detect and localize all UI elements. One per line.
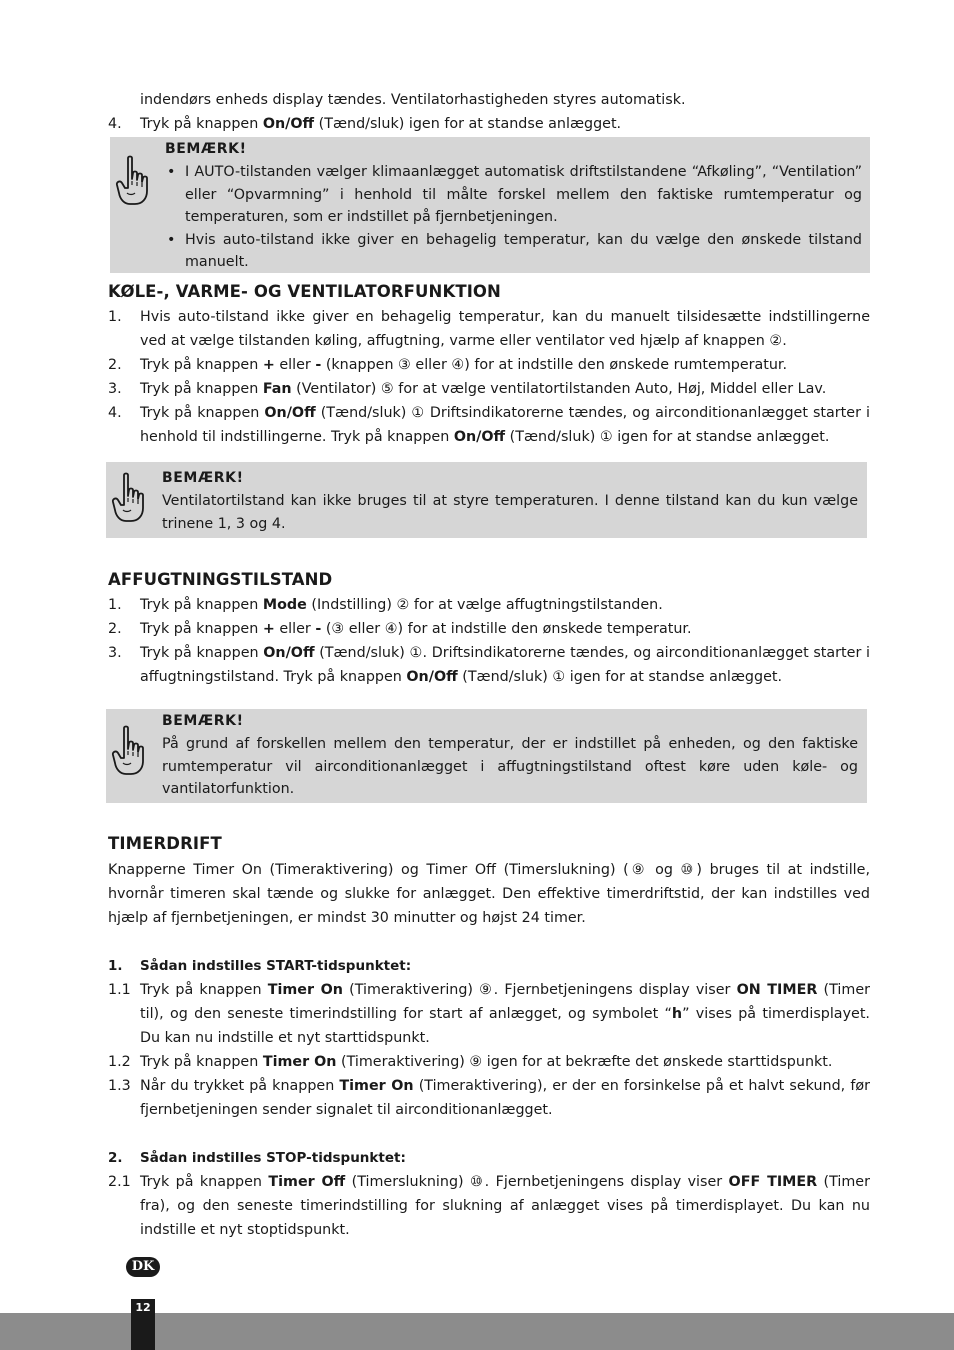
note-box-auto	[110, 137, 870, 273]
note-text: På grund af forskellen mellem den temperatur, der er indstillet på enheden, og den faktiske rumtemperatur vil airconditionanlægget i affugtningstilstand oftest køre uden køle- og vantilatorfunktion.	[162, 736, 858, 797]
timer-step-1-2: Tryk på knappen Timer On (Timeraktivering) ⑨ igen for at bekræfte det ønskede starttidspunkt.	[140, 1054, 833, 1070]
pointing-hand-icon	[110, 472, 146, 524]
step-number: 2.	[108, 621, 122, 637]
note-bullet: • I AUTO-tilstanden vælger klimaanlægget automatisk driftstilstandene “Afkøling”, “Ventilation” eller “Opvarmning” i henhold til målte forskel mellem den faktiske rumtemperatur og temperaturen, som er indstillet på fjernbetjeningen.	[165, 161, 862, 229]
step-number: 4.	[108, 116, 122, 132]
section-heading-cooling: KØLE-, VARME- OG VENTILATORFUNKTION	[108, 282, 501, 301]
note-title: BEMÆRK!	[165, 141, 247, 157]
step-number: 4.	[108, 405, 122, 421]
section-heading-dehumidify: AFFUGTNINGSTILSTAND	[108, 570, 333, 589]
note-box-fan	[106, 462, 867, 538]
page-number: 12	[131, 1299, 155, 1350]
note-bullet-list	[165, 161, 862, 274]
step-number: 3.	[108, 381, 122, 397]
note-title: BEMÆRK!	[162, 470, 244, 486]
section-heading-timer: TIMERDRIFT	[108, 834, 222, 853]
pointing-hand-icon	[110, 725, 146, 777]
timer-step-1-3: Når du trykket på knappen Timer On (Timeraktivering), er der en forsinkelse på et halvt sekund, før fjernbetjeningen sender signalet til airconditionanlægget.	[140, 1078, 870, 1118]
intro-continuation: indendørs enheds display tændes. Ventilatorhastigheden styres automatisk.	[140, 92, 686, 108]
timer-step-2-1: Tryk på knappen Timer Off (Timerslukning) ⑩. Fjernbetjeningens display viser OFF TIMER (Timer fra), og den seneste timerindstilling for slukning af anlægget vises på timerdisplayet. Du kan nu indstille et nyt stoptidspunkt.	[140, 1174, 870, 1238]
dehumidify-step-2: Tryk på knappen + eller - (③ eller ④) for at indstille den ønskede temperatur.	[140, 621, 692, 637]
cooling-step-2: Tryk på knappen + eller - (knappen ③ eller ④) for at indstille den ønskede rumtemperatur.	[140, 357, 788, 373]
dehumidify-step-1: Tryk på knappen Mode (Indstilling) ② for at vælge affugtningstilstanden.	[140, 597, 663, 613]
note-bullet: • Hvis auto-tilstand ikke giver en behagelig temperatur, kan du vælge den ønskede tilstand manuelt.	[165, 229, 862, 274]
step-number: 1.	[108, 597, 122, 613]
step-number: 2.	[108, 357, 122, 373]
timer-step-1-1: Tryk på knappen Timer On (Timeraktivering) ⑨. Fjernbetjeningens display viser ON TIMER (Timer til), og den seneste timerindstilling for start af anlægget, og symbolet “h” vises på timerdisplayet. Du kan nu indstille et nyt starttidspunkt.	[140, 982, 870, 1046]
timer-sub-heading-stop: 2. Sådan indstilles STOP-tidspunktet:	[108, 1150, 406, 1166]
cooling-step-4: Tryk på knappen On/Off (Tænd/sluk) ① Driftsindikatorerne tændes, og airconditionanlægget starter i henhold til indstillingerne. Tryk på knappen On/Off (Tænd/sluk) ① igen for at standse anlægget.	[140, 405, 870, 445]
pointing-hand-icon	[114, 155, 150, 207]
note-title: BEMÆRK!	[162, 713, 244, 729]
language-badge: DK	[126, 1257, 160, 1277]
intro-step4: Tryk på knappen On/Off (Tænd/sluk) igen for at standse anlægget.	[140, 116, 622, 132]
step-number: 1.	[108, 309, 122, 325]
step-number: 1.3	[108, 1078, 131, 1094]
step-number: 1.2	[108, 1054, 131, 1070]
step-number: 2.1	[108, 1174, 131, 1190]
timer-sub-heading-start: 1. Sådan indstilles START-tidspunktet:	[108, 958, 412, 974]
cooling-step-1: Hvis auto-tilstand ikke giver en behagelig temperatur, kan du manuelt tilsidesætte indstillingerne ved at vælge tilstanden køling, affugtning, varme eller ventilator ved hjælp af knappen ②.	[140, 309, 870, 349]
dehumidify-step-3: Tryk på knappen On/Off (Tænd/sluk) ①. Driftsindikatorerne tændes, og airconditionanlægget starter i affugtningstilstand. Tryk på knappen On/Off (Tænd/sluk) ① igen for at standse anlægget.	[140, 645, 870, 685]
cooling-step-3: Tryk på knappen Fan (Ventilator) ⑤ for at vælge ventilatortilstanden Auto, Høj, Middel eller Lav.	[140, 381, 827, 397]
note-text: Ventilatortilstand kan ikke bruges til at styre temperaturen. I denne tilstand kan du kun vælge trinene 1, 3 og 4.	[162, 493, 858, 532]
timer-intro: Knapperne Timer On (Timeraktivering) og Timer Off (Timerslukning) (⑨ og ⑩) bruges til at indstille, hvornår timeren skal tænde og slukke for anlægget. Den effektive timerdriftstid, der kan indstilles ved hjælp af fjernbetjeningen, er mindst 30 minutter og højst 24 timer.	[108, 862, 870, 926]
step-number: 3.	[108, 645, 122, 661]
note-box-dehumidify	[106, 709, 867, 803]
step-number: 1.1	[108, 982, 131, 998]
